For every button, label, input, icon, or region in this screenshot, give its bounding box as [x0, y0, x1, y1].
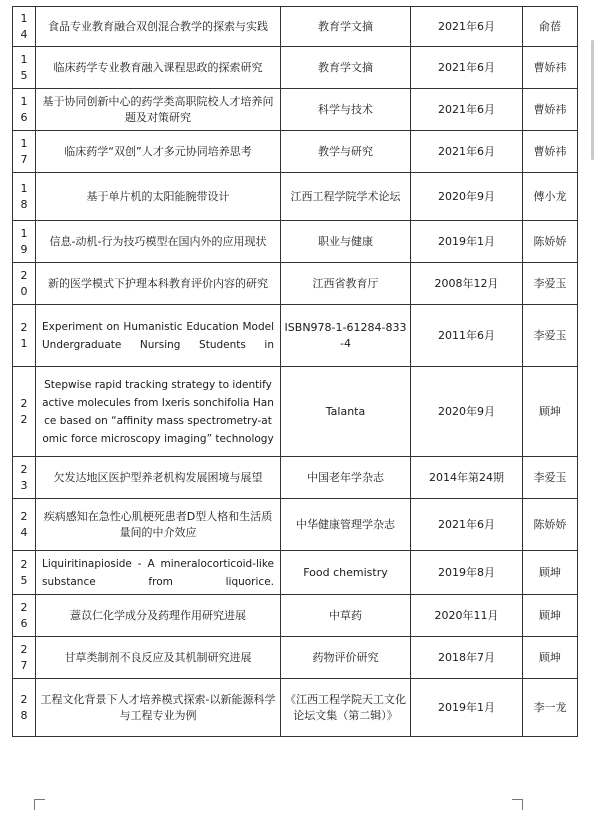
table-row [13, 457, 578, 499]
row-number [13, 131, 36, 173]
publish-date: 2020年9月 [411, 173, 523, 221]
row-number [13, 637, 36, 679]
row-number [13, 499, 36, 551]
row-number-text: 2 8 [20, 692, 28, 722]
table-row [13, 499, 578, 551]
paper-title: 欠发达地区医护型养老机构发展困境与展望 [36, 457, 281, 499]
row-number-text: 2 4 [20, 509, 28, 539]
author-name: 曹娇祎 [523, 131, 578, 173]
journal-name: 中草药 [281, 595, 411, 637]
row-number-text: 2 6 [20, 600, 28, 630]
author-name: 李一龙 [523, 679, 578, 737]
row-number-text: 2 2 [20, 396, 28, 426]
journal-name: Food chemistry [281, 551, 411, 595]
row-number-text: 1 4 [20, 11, 28, 41]
paper-title: Stepwise rapid tracking strategy to identify active molecules from Ixeris sonchifolia Hance based on “affinity mass spectrometry-atomic force microscopy imaging” technology [36, 367, 281, 457]
journal-name: 中国老年学杂志 [281, 457, 411, 499]
publish-date: 2021年6月 [411, 7, 523, 47]
table-row [13, 47, 578, 89]
page-corner-mark-right [512, 799, 523, 810]
row-number [13, 367, 36, 457]
paper-title: 工程文化背景下人才培养模式探索-以新能源科学与工程专业为例 [36, 679, 281, 737]
table-row [13, 679, 578, 737]
author-name: 陈娇娇 [523, 499, 578, 551]
paper-title: Experiment on Humanistic Education Model Undergraduate Nursing Students in [36, 305, 281, 367]
author-name: 顾坤 [523, 551, 578, 595]
scrollbar[interactable] [591, 40, 594, 160]
row-number [13, 457, 36, 499]
journal-name: 科学与技术 [281, 89, 411, 131]
author-name: 李爱玉 [523, 305, 578, 367]
paper-title: 基于协同创新中心的药学类高职院校人才培养问题及对策研究 [36, 89, 281, 131]
journal-name: 江西省教育厅 [281, 263, 411, 305]
author-name: 陈娇娇 [523, 221, 578, 263]
publish-date: 2021年6月 [411, 47, 523, 89]
publish-date: 2008年12月 [411, 263, 523, 305]
paper-title: 基于单片机的太阳能腕带设计 [36, 173, 281, 221]
publish-date: 2014年第24期 [411, 457, 523, 499]
journal-name: 《江西工程学院天工文化论坛文集（第二辑）》 [281, 679, 411, 737]
row-number-text: 1 9 [20, 226, 28, 256]
author-name: 傅小龙 [523, 173, 578, 221]
journal-name: 职业与健康 [281, 221, 411, 263]
paper-title: 临床药学“双创”人才多元协同培养思考 [36, 131, 281, 173]
journal-name: 教育学文摘 [281, 7, 411, 47]
publish-date: 2018年7月 [411, 637, 523, 679]
author-name: 顾坤 [523, 595, 578, 637]
journal-name: 教育学文摘 [281, 47, 411, 89]
publish-date: 2021年6月 [411, 89, 523, 131]
row-number-text: 1 6 [20, 94, 28, 124]
table-row [13, 551, 578, 595]
row-number [13, 263, 36, 305]
table-row [13, 7, 578, 47]
journal-name: 药物评价研究 [281, 637, 411, 679]
paper-title: 临床药学专业教育融入课程思政的探索研究 [36, 47, 281, 89]
publications-table [12, 6, 578, 737]
paper-title: 新的医学模式下护理本科教育评价内容的研究 [36, 263, 281, 305]
paper-title: 甘草类制剂不良反应及其机制研究进展 [36, 637, 281, 679]
row-number [13, 305, 36, 367]
row-number [13, 221, 36, 263]
journal-name: 教学与研究 [281, 131, 411, 173]
table-row [13, 637, 578, 679]
table-row [13, 305, 578, 367]
row-number-text: 1 7 [20, 136, 28, 166]
author-name: 曹娇祎 [523, 47, 578, 89]
author-name: 曹娇祎 [523, 89, 578, 131]
row-number [13, 7, 36, 47]
paper-title: Liquiritinapioside - A mineralocorticoid-like substance from liquorice. [36, 551, 281, 595]
publish-date: 2019年1月 [411, 679, 523, 737]
row-number-text: 1 5 [20, 52, 28, 82]
author-name: 李爱玉 [523, 263, 578, 305]
publish-date: 2021年6月 [411, 499, 523, 551]
table-row [13, 131, 578, 173]
paper-title: 薏苡仁化学成分及药理作用研究进展 [36, 595, 281, 637]
table-row [13, 263, 578, 305]
row-number-text: 2 0 [20, 268, 28, 298]
author-name: 顾坤 [523, 637, 578, 679]
row-number-text: 1 8 [20, 181, 28, 211]
publish-date: 2020年11月 [411, 595, 523, 637]
author-name: 李爱玉 [523, 457, 578, 499]
table-row [13, 221, 578, 263]
publish-date: 2021年6月 [411, 131, 523, 173]
paper-title: 食品专业教育融合双创混合教学的探索与实践 [36, 7, 281, 47]
author-name: 顾坤 [523, 367, 578, 457]
row-number [13, 595, 36, 637]
table-row [13, 367, 578, 457]
journal-name: ISBN978-1-61284-833-4 [281, 305, 411, 367]
row-number [13, 679, 36, 737]
table-row [13, 173, 578, 221]
row-number-text: 2 7 [20, 642, 28, 672]
row-number-text: 2 1 [20, 320, 28, 350]
row-number-text: 2 5 [20, 557, 28, 587]
publish-date: 2019年8月 [411, 551, 523, 595]
journal-name: 中华健康管理学杂志 [281, 499, 411, 551]
paper-title: 信息-动机-行为技巧模型在国内外的应用现状 [36, 221, 281, 263]
row-number [13, 551, 36, 595]
journal-name: Talanta [281, 367, 411, 457]
publish-date: 2020年9月 [411, 367, 523, 457]
page-corner-mark-left [34, 799, 45, 810]
table-row [13, 595, 578, 637]
journal-name: 江西工程学院学术论坛 [281, 173, 411, 221]
row-number [13, 173, 36, 221]
publish-date: 2019年1月 [411, 221, 523, 263]
row-number [13, 89, 36, 131]
row-number-text: 2 3 [20, 462, 28, 492]
paper-title: 疾病感知在急性心肌梗死患者D型人格和生活质量间的中介效应 [36, 499, 281, 551]
table-row [13, 89, 578, 131]
publish-date: 2011年6月 [411, 305, 523, 367]
row-number [13, 47, 36, 89]
author-name: 俞蓓 [523, 7, 578, 47]
